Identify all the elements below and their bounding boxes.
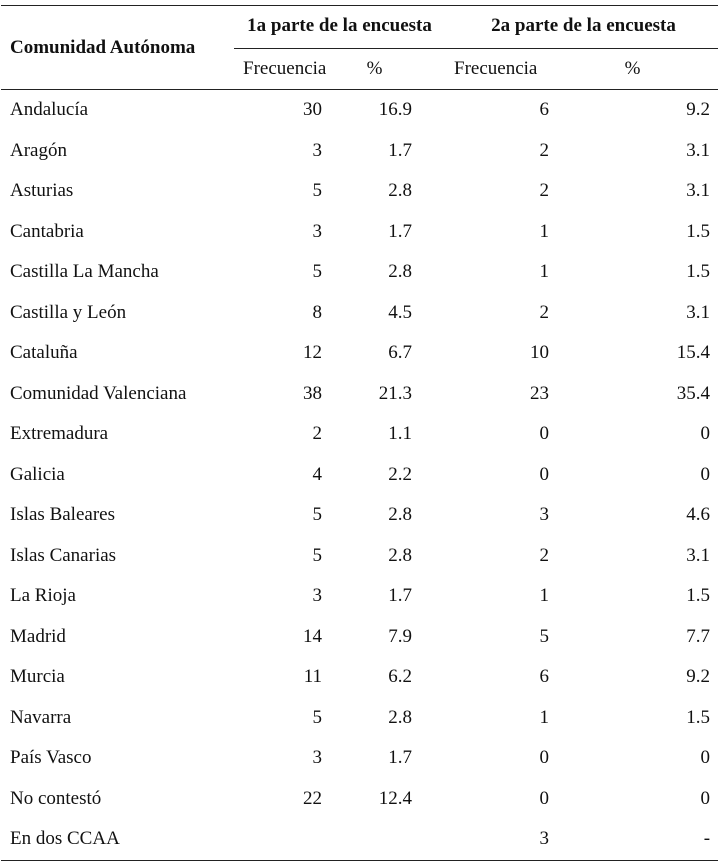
table-row [1, 698, 718, 739]
percent-1-cell: 21.3 [378, 382, 413, 404]
comunidad-cell: Madrid [10, 625, 66, 647]
frecuencia-2-cell: 23 [530, 382, 550, 404]
frecuencia-2-cell: 1 [539, 706, 550, 728]
percent-1-cell: 4.5 [388, 301, 413, 323]
comunidad-cell: Murcia [10, 666, 65, 688]
percent-2-cell: 0 [700, 423, 711, 445]
table-row [1, 455, 718, 496]
frecuencia-1-cell: 4 [312, 463, 322, 485]
percent-1-cell: 1.7 [388, 747, 413, 769]
frecuencia-1-cell: 14 [303, 625, 322, 647]
percent-2-cell: 1.5 [686, 220, 711, 242]
frecuencia-2-cell: 1 [539, 220, 550, 242]
table-row [1, 252, 718, 293]
percent-2-cell: 3.1 [686, 301, 711, 323]
frecuencia-1-cell: 38 [303, 382, 322, 404]
comunidad-cell: Cantabria [10, 220, 84, 242]
frecuencia-1-cell: 3 [312, 747, 322, 769]
frecuencia-2-cell: 6 [539, 99, 550, 121]
column-group-second-part [445, 6, 718, 49]
column-group-first-part [234, 6, 445, 49]
percent-2-cell: 1.5 [686, 585, 711, 607]
percent-1-cell: 12.4 [378, 787, 413, 809]
percent-2-cell: 15.4 [676, 342, 711, 364]
frecuencia-2-cell: 0 [539, 463, 550, 485]
percent-1-cell: 2.8 [388, 706, 413, 728]
percent-2-cell: 3.1 [686, 180, 711, 202]
frecuencia-2-cell: 2 [539, 180, 550, 202]
column-header-percent-2: % [585, 49, 718, 90]
table-body [1, 90, 718, 861]
percent-2-cell: 7.7 [686, 625, 711, 647]
percent-1-cell: 1.7 [388, 220, 413, 242]
frecuencia-2-cell: 1 [539, 261, 550, 283]
comunidad-cell: La Rioja [10, 585, 76, 607]
percent-1-cell: 2.8 [388, 261, 413, 283]
frecuencia-1-cell: 3 [312, 220, 322, 242]
percent-2-cell: 4.6 [686, 504, 711, 526]
table-row [1, 657, 718, 698]
percent-1-cell: 2.8 [388, 504, 413, 526]
table-row [1, 819, 718, 860]
percent-2-cell: 0 [700, 787, 711, 809]
frecuencia-1-cell: 30 [303, 99, 322, 121]
table-row [1, 171, 718, 212]
frecuencia-1-cell: 3 [312, 585, 322, 607]
percent-2-cell: 0 [700, 747, 711, 769]
percent-1-cell: 2.8 [388, 180, 413, 202]
percent-1-cell: 16.9 [378, 99, 413, 121]
group-label-first-part: 1a parte de la encuesta [247, 15, 432, 36]
group-label-second-part: 2a parte de la encuesta [491, 15, 676, 36]
percent-2-cell: 0 [700, 463, 711, 485]
frecuencia-2-cell: 6 [539, 666, 550, 688]
frecuencia-1-cell: 2 [312, 423, 322, 445]
percent-2-cell: 1.5 [686, 706, 711, 728]
table-row [1, 374, 718, 415]
frecuencia-2-cell: 2 [539, 139, 550, 161]
table-row [1, 617, 718, 658]
frecuencia-1-cell: 5 [312, 261, 322, 283]
percent-2-cell: 1.5 [686, 261, 711, 283]
frecuencia-2-cell: 2 [539, 544, 550, 566]
comunidad-cell: En dos CCAA [1, 819, 234, 860]
table-row [1, 738, 718, 779]
comunidad-cell: Islas Baleares [10, 504, 115, 526]
percent-1-cell: 2.2 [388, 463, 413, 485]
table-row [1, 536, 718, 577]
percent-2-cell: 9.2 [686, 666, 711, 688]
frecuencia-2-cell: 5 [539, 625, 550, 647]
frecuencia-2-cell: 0 [539, 787, 550, 809]
column-header-comunidad: Comunidad Autónoma [1, 6, 234, 90]
percent-1-cell: 1.7 [388, 585, 413, 607]
frecuencia-1-cell: 3 [312, 139, 322, 161]
frecuencia-1-cell: 8 [312, 301, 322, 323]
column-header-frecuencia-2: Frecuencia [445, 49, 585, 90]
percent-1-cell: 1.1 [388, 423, 413, 445]
survey-frequency-table [1, 5, 718, 861]
percent-2-cell: 3.1 [686, 139, 711, 161]
frecuencia-1-cell: 11 [303, 666, 322, 688]
frecuencia-1-cell: 12 [303, 342, 322, 364]
comunidad-cell: Andalucía [10, 99, 89, 121]
column-header-percent-1: % [342, 49, 445, 90]
frecuencia-1-cell: 5 [312, 544, 322, 566]
frecuencia-2-cell: 2 [539, 301, 550, 323]
comunidad-cell: Cataluña [10, 342, 78, 364]
table-row [1, 131, 718, 172]
percent-1-cell: 2.8 [388, 544, 413, 566]
table-row [1, 333, 718, 374]
percent-2-cell: 35.4 [676, 382, 711, 404]
frecuencia-2-cell: 1 [539, 585, 550, 607]
comunidad-cell: Navarra [10, 706, 72, 728]
percent-2-cell: 9.2 [686, 99, 711, 121]
comunidad-cell: Extremadura [10, 423, 109, 445]
table-row [1, 293, 718, 334]
table-row [1, 495, 718, 536]
comunidad-cell: Castilla La Mancha [10, 261, 159, 283]
column-header-frecuencia-1: Frecuencia [234, 49, 342, 90]
comunidad-cell: Comunidad Valenciana [10, 382, 187, 404]
frecuencia-1-cell: 5 [312, 706, 322, 728]
frecuencia-1-cell: 22 [303, 787, 322, 809]
comunidad-cell: Asturias [10, 180, 74, 202]
comunidad-cell: Islas Canarias [10, 544, 117, 566]
frecuencia-1-cell: 5 [312, 180, 322, 202]
percent-1-cell: 6.7 [388, 342, 413, 364]
percent-1-cell: 6.2 [388, 666, 413, 688]
percent-1-cell [342, 819, 445, 860]
percent-2-cell: - [585, 819, 718, 860]
table-row [1, 212, 718, 253]
percent-1-cell: 7.9 [388, 625, 413, 647]
frecuencia-2-cell: 0 [539, 747, 550, 769]
percent-2-cell: 3.1 [686, 544, 711, 566]
frecuencia-2-cell: 0 [539, 423, 550, 445]
percent-1-cell: 1.7 [388, 139, 413, 161]
frecuencia-1-cell: 5 [312, 504, 322, 526]
comunidad-cell: No contestó [10, 787, 102, 809]
frecuencia-1-cell [234, 819, 342, 860]
comunidad-cell: País Vasco [10, 747, 92, 769]
comunidad-cell: Galicia [10, 463, 65, 485]
comunidad-cell: Aragón [10, 139, 67, 161]
table-row [1, 414, 718, 455]
frecuencia-2-cell: 3 [539, 504, 550, 526]
frecuencia-2-cell: 10 [530, 342, 550, 364]
header-group-row [1, 6, 718, 49]
comunidad-cell: Castilla y León [10, 301, 127, 323]
table-row [1, 576, 718, 617]
table-row [1, 779, 718, 820]
frecuencia-2-cell: 3 [445, 819, 585, 860]
table-row [1, 90, 718, 131]
